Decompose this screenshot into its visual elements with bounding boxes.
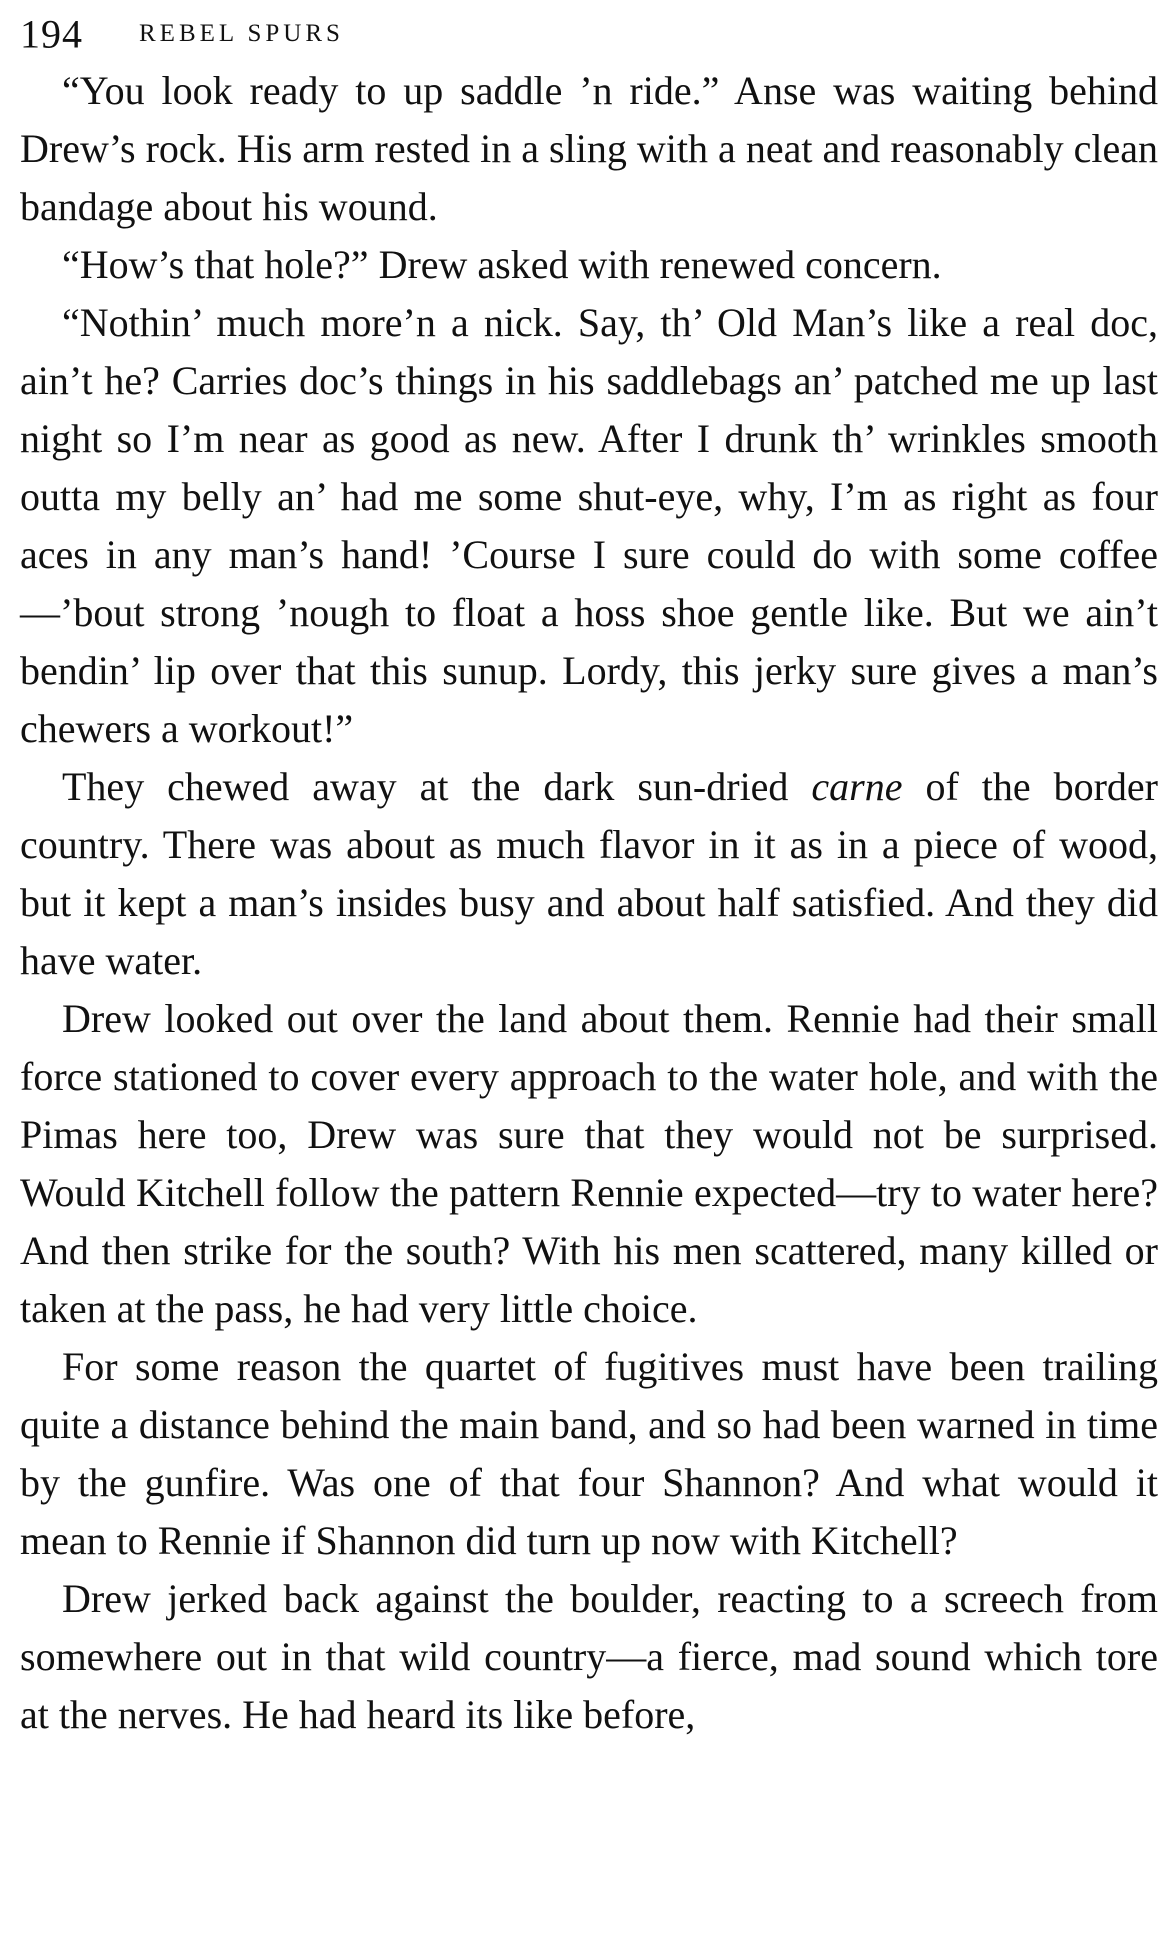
paragraph-4-text-before: They chewed away at the dark sun-dried	[62, 764, 812, 809]
paragraph-5: Drew looked out over the land about them. Rennie had their small force stationed to cover every approach to the water hole, and with the Pimas here too, Drew was sure that they would not be surprised. Would Kitchell follow the pattern Rennie expected—try to water here? And then strike for the south? With his men scattered, many killed or taken at the pass, he had very little choice.	[20, 996, 1158, 1331]
paragraph-6: For some reason the quartet of fugitives must have been trailing quite a distance behind the main band, and so had been warned in time by the gunfire. Was one of that four Shannon? And what would it mean to Rennie if Shannon did turn up now with Kitchell?	[20, 1344, 1158, 1563]
running-head	[20, 11, 1158, 57]
book-page	[20, 11, 1158, 1744]
paragraph-4	[20, 758, 1158, 990]
paragraph-7: Drew jerked back against the boulder, reacting to a screech from somewhere out in that wild country—a fierce, mad sound which tore at the nerves. He had heard its like before,	[20, 1576, 1158, 1737]
paragraph-2: “How’s that hole?” Drew asked with renewed concern.	[62, 242, 942, 287]
paragraph-4-text-after: of the border country. There was about as much flavor in it as in a piece of wood, but it kept a man’s insides busy and about half satisfied. And they did have water.	[20, 764, 1158, 983]
paragraph-1: “You look ready to up saddle ’n ride.” Anse was waiting behind Drew’s rock. His arm rested in a sling with a neat and reasonably clean bandage about his wound.	[20, 68, 1158, 229]
italic-word-carne: carne	[811, 764, 903, 809]
book-title: REBEL SPURS	[139, 20, 344, 48]
paragraph-3: “Nothin’ much more’n a nick. Say, th’ Old Man’s like a real doc, ain’t he? Carries doc’s things in his saddlebags an’ patched me up last night so I’m near as good as new. After I drunk th’ wrinkles smooth outta my belly an’ had me some shut-eye, why, I’m as right as four aces in any man’s hand! ’Course I sure could do with some coffee—’bout strong ’nough to float a hoss shoe gentle like. But we ain’t bendin’ lip over that this sunup. Lordy, this jerky sure gives a man’s chewers a workout!”	[20, 300, 1158, 751]
page-number: 194	[20, 11, 83, 57]
